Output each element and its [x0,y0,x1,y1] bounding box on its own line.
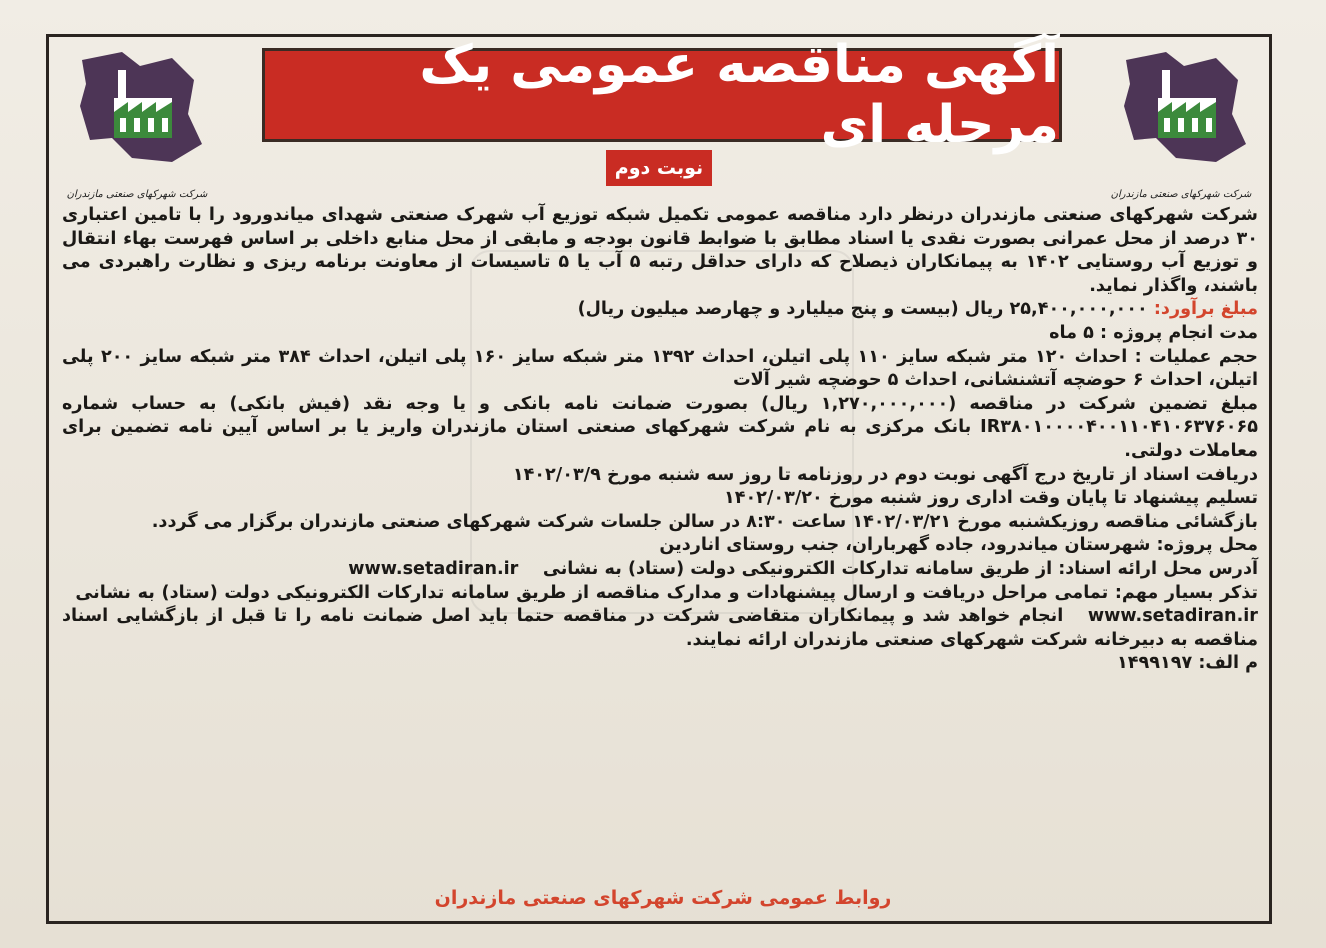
footer-signature: روابط عمومی شرکت شهرکهای صنعتی مازندران [434,887,892,909]
logo-caption: شرکت شهرکهای صنعتی مازندران [1110,189,1252,200]
setadiran-link-2[interactable]: www.setadiran.ir [1087,606,1258,627]
address-text: آدرس محل ارائه اسناد: از طریق سامانه تدارکات الکترونیکی دولت (ستاد) به نشانی [542,558,1258,579]
note-paragraph [62,582,1258,653]
page-title: آگهی مناقصه عمومی یک مرحله ای [419,35,1059,155]
doc-receipt-line: دریافت اسناد از تاریخ درج آگهی نوبت دوم در روزنامه تا روز سه شنبه مورخ ۱۴۰۲/۰۳/۹ [512,464,1258,485]
address-line [62,558,1258,582]
intro-paragraph: شرکت شهرکهای صنعتی مازندران درنظر دارد مناقصه عمومی تکمیل شبکه توزیع آب شهرک صنعتی شهدای میاندورود را با تامین اعتباری ۳۰ درصد از محل عمرانی بصورت نقدی یا اسناد مطابق با ضوابط قانون بودجه و مابقی از محل منابع داخلی بر اساس فهرست بهاء انتقال و توزیع آب روستایی ۱۴۰۲ به پیمانکاران ذیصلاح که دارای حداقل رتبه ۵ آب یا ۵ تاسیسات از معاونت برنامه ریزی و نظارت راهبردی می باشند، واگذار نماید. [62,205,1258,296]
estimate-label: مبلغ برآورد: [1153,299,1258,320]
note-part-b: انجام خواهد شد و پیمانکاران متقاضی شرکت در مناقصه حتما باید اصل ضمانت نامه را تا قبل از بازگشایی اسناد مناقصه به دبیرخانه شرکت شهرکهای صنعتی مازندران ارائه نمایند. [62,606,1258,650]
note-part-a: تذکر بسیار مهم: تمامی مراحل دریافت و ارسال پیشنهادات و مدارک مناقصه از طریق سامانه تدارکات الکترونیکی دولت (ستاد) به نشانی [75,582,1258,603]
setadiran-link[interactable]: www.setadiran.ir [348,558,519,579]
guarantee-paragraph: مبلغ تضمین شرکت در مناقصه (۱,۲۷۰,۰۰۰,۰۰۰ ریال) بصورت ضمانت نامه بانکی و یا وجه نقد (فیش بانکی) به حساب شماره IR۳۸۰۱۰۰۰۰۴۰۰۱۱۰۴۱۰۶۳۷۶۰۶۵ بانک مرکزی به نام شرکت شهرکهای صنعتی استان مازندران واریز یا بر اساس آیین نامه تضمین برای معاملات دولتی. [62,393,1258,461]
iran-map-factory-icon [1106,40,1256,180]
round-badge: نوبت دوم [606,150,712,186]
company-logo-left [62,40,212,200]
ad-body [62,204,1258,676]
submission-line: تسلیم پیشنهاد تا پایان وقت اداری روز شنبه مورخ ۱۴۰۲/۰۳/۲۰ [723,488,1258,509]
opening-paragraph: بازگشائی مناقصه روزیکشنبه مورخ ۱۴۰۲/۰۳/۲۱ ساعت ۸:۳۰ در سالن جلسات شرکت شهرکهای صنعتی مازندران برگزار می گردد. [151,511,1258,532]
estimate-value: ۲۵,۴۰۰,۰۰۰,۰۰۰ ریال (بیست و پنج میلیارد و چهارصد میلیون ریال) [577,299,1148,320]
scope-paragraph: حجم عملیات : احداث ۱۲۰ متر شبکه سایز ۱۱۰ پلی اتیلن، احداث ۱۳۹۲ متر شبکه سایز ۱۶۰ پلی اتیلن، احداث ۳۸۴ متر شبکه سایز ۲۰۰ پلی اتیلن، احداث ۶ حوضچه آتشنشانی، احداث ۵ حوضچه شیر آلات [62,346,1258,391]
reference-number: م الف: ۱۴۹۹۱۹۷ [1117,653,1258,674]
company-logo-right [1106,40,1256,200]
logo-caption: شرکت شهرکهای صنعتی مازندران [66,189,208,200]
duration-line: مدت انجام پروژه : ۵ ماه [1049,322,1258,343]
estimate-line [62,298,1258,322]
title-banner [262,35,1062,155]
location-line: محل پروژه: شهرستان میاندرود، جاده گهرباران، جنب روستای اناردین [659,535,1258,556]
iran-map-factory-icon [62,40,212,180]
